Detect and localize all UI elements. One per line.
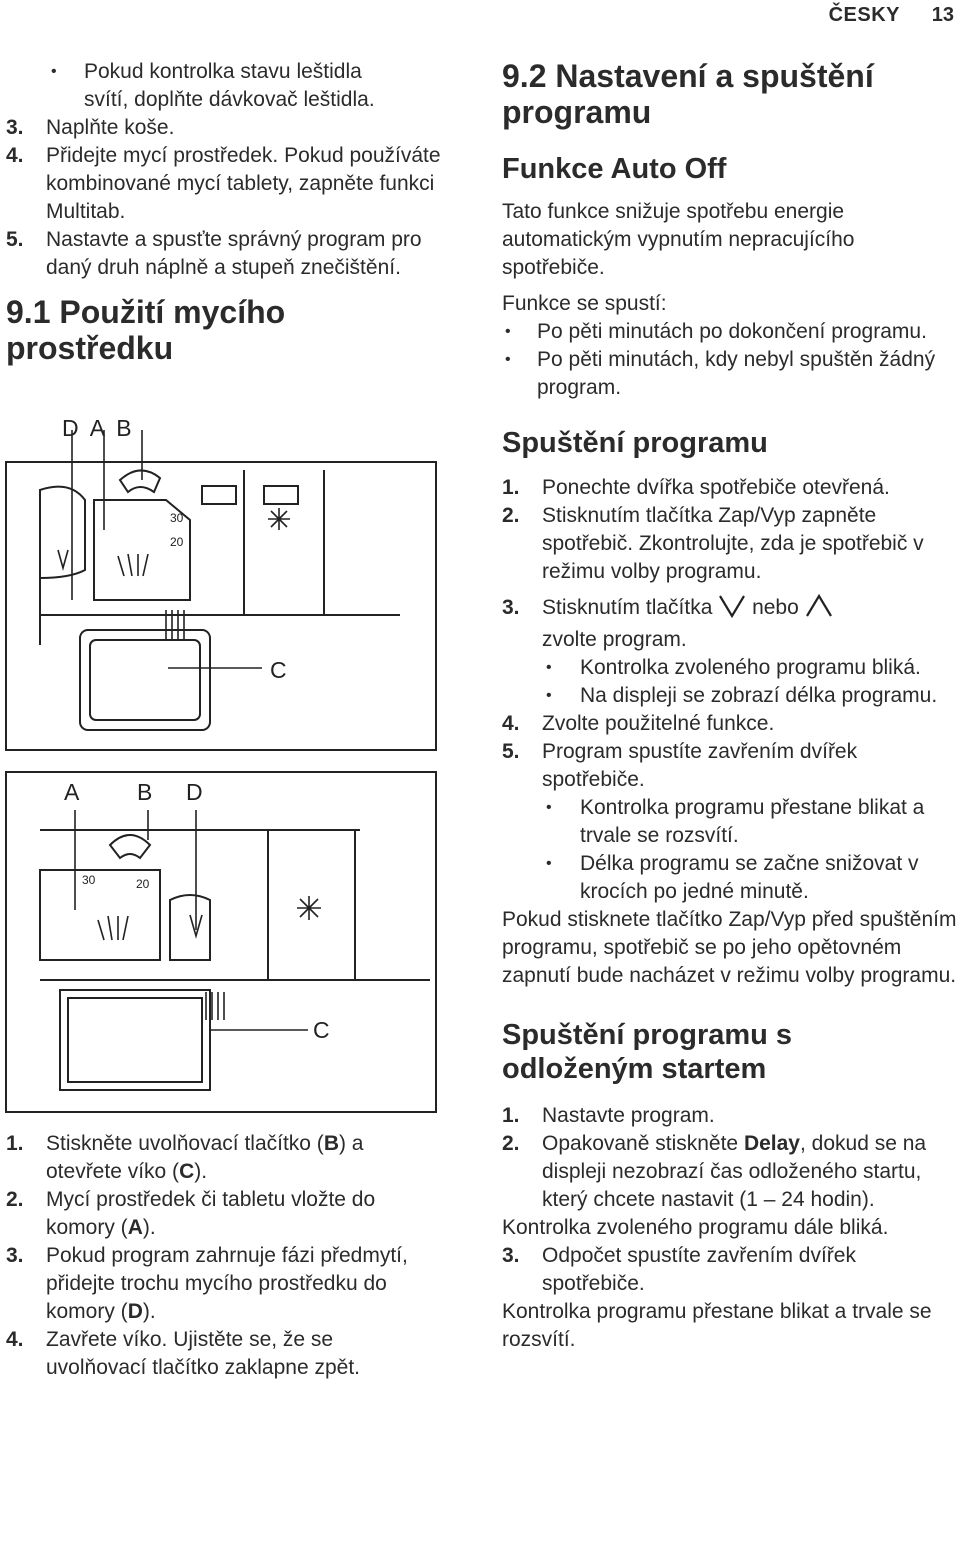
dispenser-panel-bottom xyxy=(6,772,436,1112)
bullet-icon: • xyxy=(505,351,511,368)
scale-30-bottom: 30 xyxy=(82,873,96,887)
diagram-label-top: D A B xyxy=(62,415,132,441)
bullet-icon: • xyxy=(546,799,552,816)
detergent-dispenser-diagram xyxy=(0,400,450,1120)
diagram-label-c-bottom: C xyxy=(313,1017,330,1043)
diagram-label-c-top: C xyxy=(270,657,287,683)
list-item: • Kontrolka zvoleného programu bliká. xyxy=(502,654,957,682)
language-label: ČESKY xyxy=(828,4,900,26)
list-item: 3. Naplňte koše. xyxy=(6,116,175,139)
bullet-icon: • xyxy=(546,659,552,676)
list-item: • Pokud kontrolka stavu leštidla svítí, doplňte dávkovač leštidla. xyxy=(51,60,375,111)
paragraph: Kontrolka zvoleného programu dále bliká. xyxy=(502,1216,889,1239)
list-item: 1. Nastavte program. xyxy=(502,1104,715,1127)
list-item: 5. Nastavte a spusťte správný program pro daný druh náplně a stupeň znečištění. xyxy=(6,228,422,279)
paragraph: Funkce se spustí: xyxy=(502,292,667,315)
page-number: 13 xyxy=(931,4,954,26)
diagram-label-d: D xyxy=(186,779,203,805)
dispenser-instructions xyxy=(6,1130,438,1382)
subsection-title: Spuštění programu xyxy=(502,427,768,459)
list-item: 4. Zvolte použitelné funkce. xyxy=(502,712,775,735)
list-item: 2. Mycí prostředek či tabletu vložte do komory (A). xyxy=(6,1188,376,1239)
bullet-icon: • xyxy=(51,63,57,80)
bullet-icon: • xyxy=(505,323,511,340)
scale-30-top: 30 xyxy=(170,511,184,525)
diagram-label-b: B xyxy=(137,779,153,805)
prewash-compartment-bottom xyxy=(170,895,210,960)
section-title: 9.2 Nastavení a spuštění programu xyxy=(502,58,874,130)
paragraph: Kontrolka programu přestane blikat a trvale se rozsvítí. xyxy=(502,1300,932,1351)
left-column xyxy=(6,58,446,366)
dispenser-panel-top xyxy=(6,462,436,750)
right-column xyxy=(502,58,957,1354)
list-item: • Po pěti minutách po dokončení programu. xyxy=(502,318,957,346)
list-item: 4. Zavřete víko. Ujistěte se, že se uvolňovací tlačítko zaklapne zpět. xyxy=(6,1328,361,1379)
list-item: 4. Přidejte mycí prostředek. Pokud používáte kombinované mycí tablety, zapněte funkci Multitab. xyxy=(6,144,441,223)
list-item: 5. Program spustíte zavřením dvířek spotřebiče. xyxy=(502,740,858,791)
rinse-aid-star-top xyxy=(268,508,290,530)
scale-20-top: 20 xyxy=(170,535,184,549)
chevron-down-icon xyxy=(718,594,746,626)
subsection-title: Funkce Auto Off xyxy=(502,153,727,185)
list-item: • Délka programu se začne snižovat v krocích po jedné minutě. xyxy=(546,852,919,903)
subsection-title: Spuštění programu s odloženým startem xyxy=(502,1019,793,1085)
list-item: 3. Odpočet spustíte zavřením dvířek spotřebiče. xyxy=(502,1244,856,1295)
rinse-aid-star-bottom xyxy=(297,896,321,920)
list-item: 3. Pokud program zahrnuje fázi předmytí, přidejte trochu mycího prostředku do komory (D). xyxy=(6,1244,408,1323)
bullet-icon: • xyxy=(546,855,552,872)
paragraph: Pokud stisknete tlačítko Zap/Vyp před spuštěním programu, spotřebič se po jeho opětovném zapnutí bude nacházet v režimu volby programu. xyxy=(502,908,957,987)
list-item: • Na displeji se zobrazí délka programu. xyxy=(502,682,957,710)
dispenser-illustration xyxy=(0,400,450,1120)
list-item: 2. Stisknutím tlačítka Zap/Vyp zapněte spotřebič. Zkontrolujte, zda je spotřebič v režimu volby programu. xyxy=(502,504,924,583)
bullet-icon: • xyxy=(546,687,552,704)
chevron-up-icon xyxy=(805,594,833,626)
list-item: 3. Stisknutím tlačítka nebo zvolte program. xyxy=(502,594,957,654)
list-item: 1. Ponechte dvířka spotřebiče otevřená. xyxy=(502,476,890,499)
paragraph: Tato funkce snižuje spotřebu energie automatickým vypnutím nepracujícího spotřebiče. xyxy=(502,200,855,279)
list-item: • Po pěti minutách, kdy nebyl spuštěn žádný program. xyxy=(505,348,936,399)
list-item: 1. Stiskněte uvolňovací tlačítko (B) a otevřete víko (C). xyxy=(6,1132,364,1183)
diagram-label-a: A xyxy=(64,779,80,805)
section-title: 9.1 Použití mycího prostředku xyxy=(6,294,286,366)
list-item: • Kontrolka programu přestane blikat a trvale se rozsvítí. xyxy=(546,796,925,847)
list-item: 2. Opakovaně stiskněte Delay, dokud se na displeji nezobrazí čas odloženého startu, který chcete nastavit (1 – 24 hodin). xyxy=(502,1132,927,1211)
scale-20-bottom: 20 xyxy=(136,877,150,891)
